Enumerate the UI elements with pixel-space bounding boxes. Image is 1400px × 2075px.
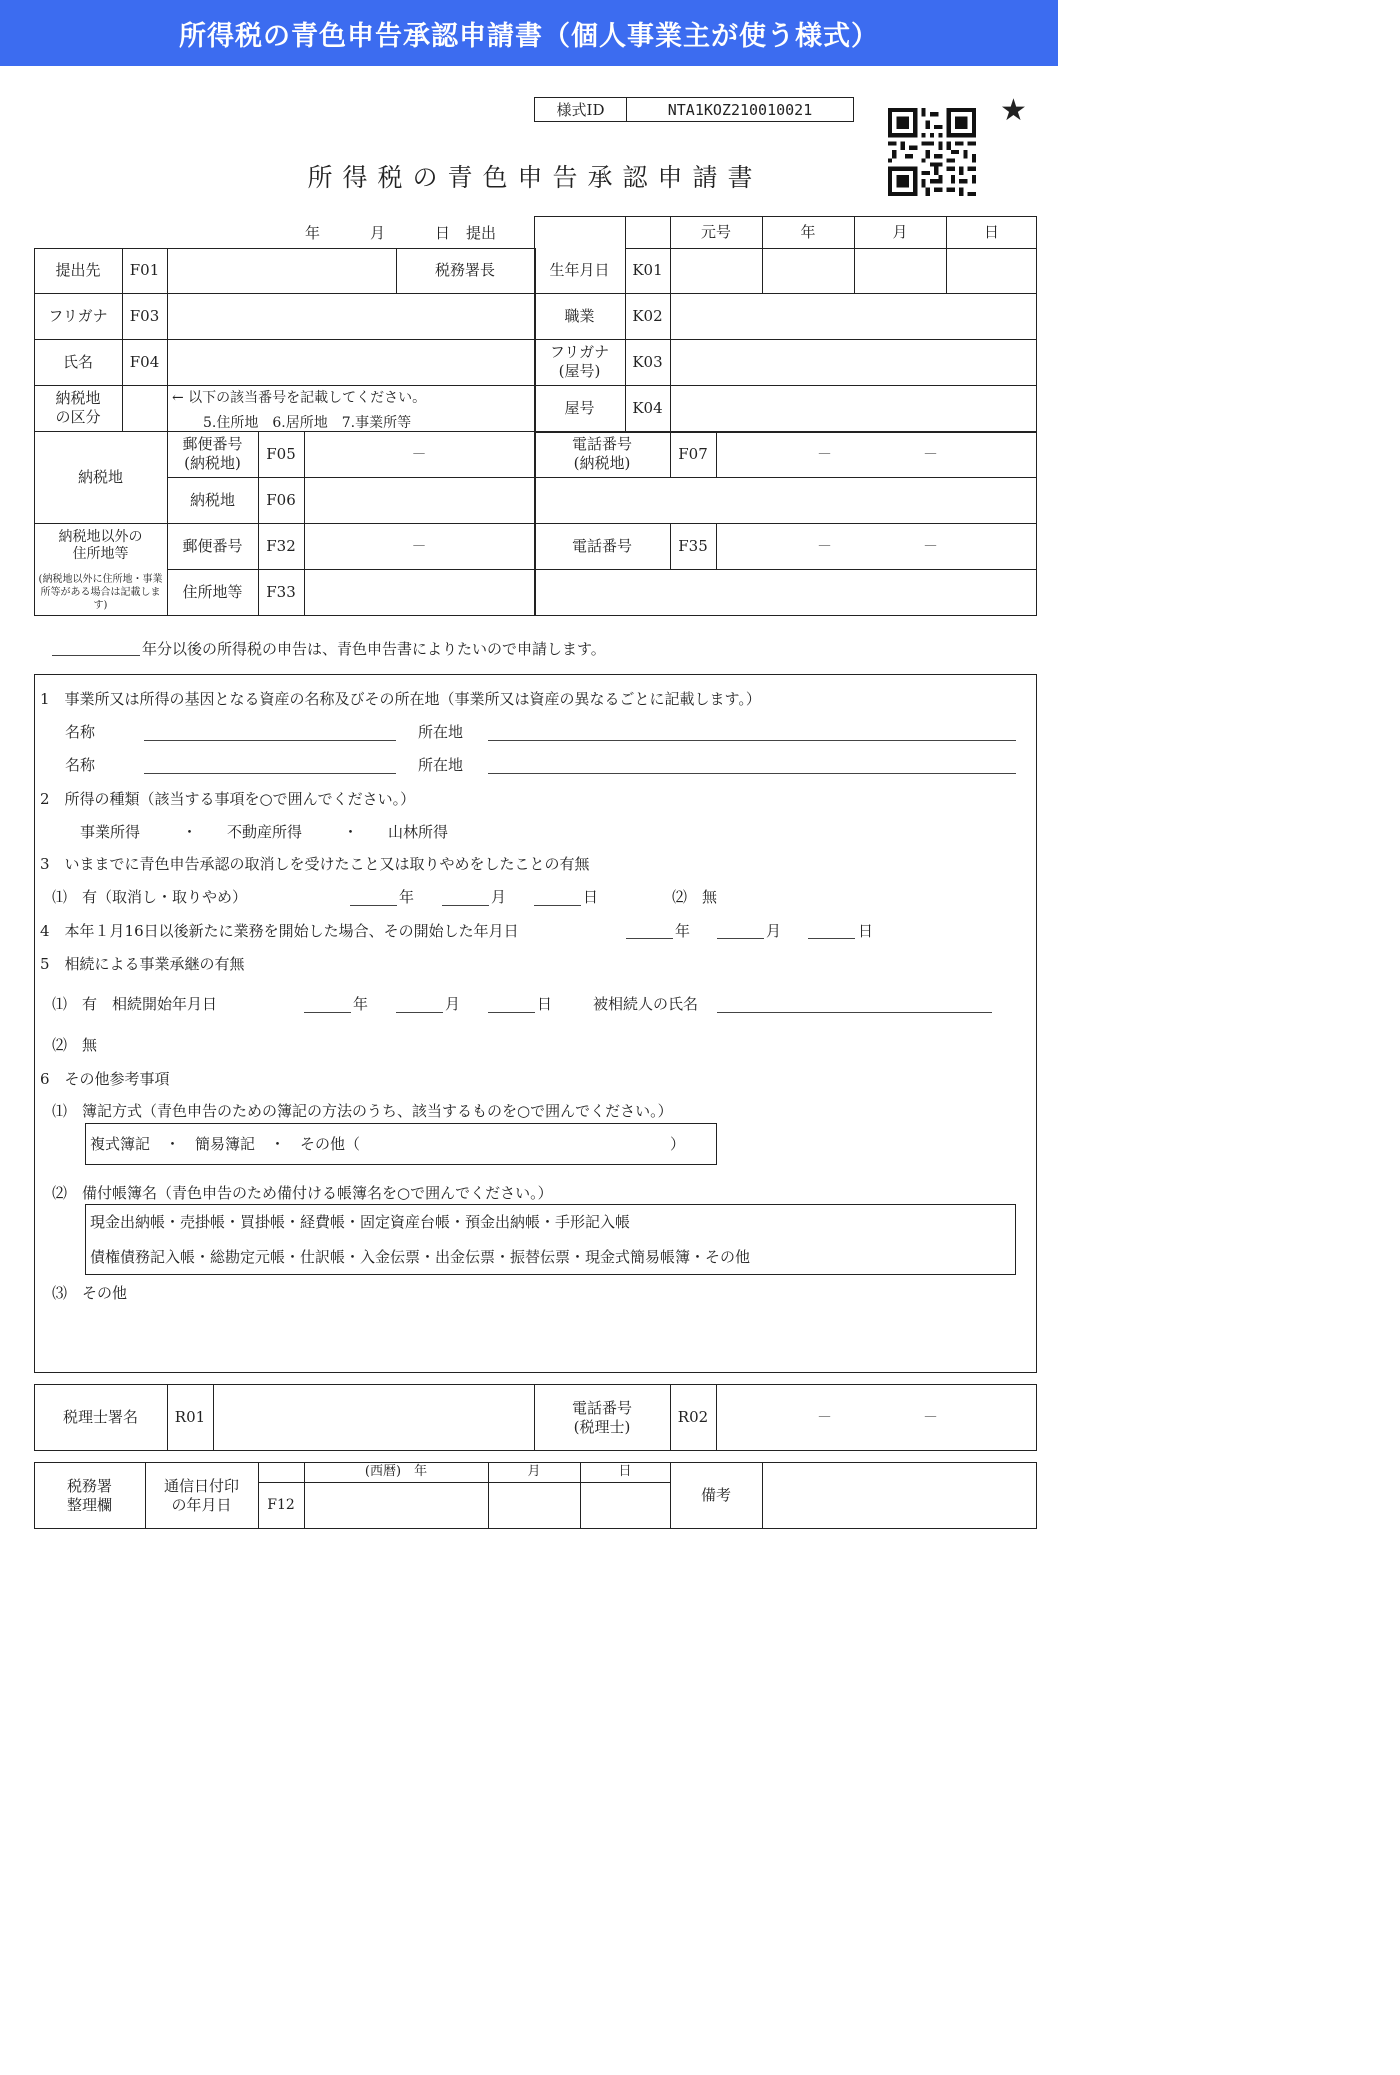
other-tel-label: 電話番号 (571, 536, 632, 555)
field-code-k01: K01 (632, 261, 663, 280)
tax-zip-input[interactable]: － (411, 444, 427, 463)
stamp-month-header: 月 (527, 1463, 541, 1479)
other-zip-input[interactable]: － (411, 536, 427, 555)
section5-heir-label: 被相続人の氏名 (593, 995, 699, 1013)
income-type-forest[interactable]: 山林所得 (388, 823, 449, 841)
tax-office-suffix: 税務署長 (434, 261, 495, 280)
bookkeeping-method-close: ） (670, 1135, 686, 1153)
field-code-f35: F35 (678, 536, 708, 555)
tax-tel-input[interactable] (717, 432, 1036, 476)
section3-day-label: 日 (583, 888, 599, 906)
section6-heading: 6 その他参考事項 (40, 1070, 170, 1088)
tax-accountant-signature-input[interactable] (214, 1385, 533, 1450)
field-code-r01: R01 (174, 1408, 206, 1427)
birthdate-label: 生年月日 (549, 261, 610, 280)
field-code-f07: F07 (678, 444, 708, 463)
birth-year-input[interactable] (763, 249, 853, 292)
field-code-f01: F01 (129, 261, 160, 280)
tax-tel-dash-1: － (817, 444, 833, 463)
furigana-input[interactable] (168, 294, 533, 338)
date-month-label: 月 (370, 224, 386, 242)
bookkeeping-method-box[interactable] (85, 1123, 717, 1165)
section5-year-input[interactable] (304, 1012, 351, 1013)
section5-heading: 5 相続による事業承継の有無 (40, 955, 245, 973)
field-code-f03: F03 (129, 306, 160, 325)
era-day-label: 日 (983, 222, 999, 241)
section1-location-label-1: 所在地 (418, 723, 464, 741)
accountant-tel-dash-2: － (923, 1408, 939, 1427)
field-code-f32: F32 (266, 536, 296, 555)
form-id-label: 様式ID (535, 98, 627, 121)
section6-sub3-heading: ⑶ その他 (52, 1284, 128, 1302)
section3-year-label: 年 (399, 888, 415, 906)
section4-day-input[interactable] (808, 938, 855, 939)
birth-day-input[interactable] (947, 249, 1036, 292)
stamp-month-input[interactable] (489, 1483, 579, 1528)
other-tel-input[interactable] (717, 524, 1036, 568)
field-code-f12: F12 (267, 1496, 295, 1513)
page-banner: 所得税の青色申告承認申請書（個人事業主が使う様式） (0, 0, 1058, 66)
accountant-tel-dash-1: － (817, 1408, 833, 1427)
field-code-r02: R02 (677, 1408, 709, 1427)
section4-month-input[interactable] (717, 938, 764, 939)
date-day-label: 日 (435, 224, 451, 242)
date-year-label: 年 (305, 224, 321, 242)
section2-heading: 2 所得の種類（該当する事項を○で囲んでください。） (40, 790, 416, 808)
occupation-label: 職業 (564, 306, 595, 325)
tax-place-label: 納税地 (77, 467, 123, 486)
stamp-day-header: 日 (618, 1463, 632, 1479)
section3-month-label: 月 (491, 888, 507, 906)
section4-day-label: 日 (858, 922, 874, 940)
tax-address-input[interactable] (305, 478, 1036, 522)
tax-accountant-tel-label: 電話番号 (税理士) (571, 1398, 632, 1436)
section3-year-input[interactable] (350, 905, 397, 906)
name-label: 氏名 (62, 352, 93, 371)
ledger-names-box[interactable] (85, 1204, 1016, 1275)
field-code-k04: K04 (632, 398, 663, 417)
section5-month-label: 月 (445, 995, 461, 1013)
name-input[interactable] (168, 340, 533, 384)
section5-year-label: 年 (353, 995, 369, 1013)
form-title: 所得税の青色申告承認申請書 (307, 163, 763, 192)
section4-heading: 4 本年１月16日以後新たに業務を開始した場合、その開始した年月日 (40, 922, 519, 940)
start-year-line[interactable] (52, 655, 140, 656)
section1-location-input-1[interactable] (488, 740, 1016, 741)
birth-era-input[interactable] (671, 249, 761, 292)
tax-tel-dash-2: － (923, 444, 939, 463)
tax-office-input[interactable] (168, 249, 395, 292)
other-tel-dash-1: － (817, 536, 833, 555)
section5-month-input[interactable] (396, 1012, 443, 1013)
field-code-k03: K03 (632, 352, 663, 371)
section1-name-label-2: 名称 (65, 756, 96, 774)
section5-day-input[interactable] (488, 1012, 535, 1013)
section5-day-label: 日 (537, 995, 553, 1013)
section3-heading: 3 いままでに青色申告承認の取消しを受けたこと又は取りやめをしたことの有無 (40, 855, 590, 873)
stamp-date-label: 通信日付印 の年月日 (163, 1476, 239, 1514)
remarks-label: 備考 (700, 1486, 731, 1505)
section5-option-yes[interactable]: ⑴ 有 相続開始年月日 (52, 995, 218, 1013)
occupation-input[interactable] (671, 294, 1036, 338)
tax-address-label: 納税地 (189, 490, 235, 509)
field-code-f06: F06 (266, 490, 296, 509)
section1-location-input-2[interactable] (488, 773, 1016, 774)
bookkeeping-method-options: 複式簿記 ・ 簡易簿記 ・ その他（ (90, 1135, 361, 1153)
section1-name-label-1: 名称 (65, 723, 96, 741)
ledger-names-line-1: 現金出納帳・売掛帳・買掛帳・経費帳・固定資産台帳・預金出納帳・手形記入帳 (90, 1213, 631, 1231)
stamp-year-input[interactable] (305, 1483, 487, 1528)
income-type-dot-2: ・ (343, 823, 359, 841)
section4-month-label: 月 (766, 922, 782, 940)
tax-place-type-options: 5.住所地 6.居所地 7.事業所等 (203, 415, 412, 431)
section4-year-input[interactable] (626, 938, 673, 939)
submit-to-label: 提出先 (55, 261, 101, 280)
form-id-value: NTA1KOZ210010021 (667, 100, 813, 119)
other-address-input[interactable] (305, 570, 1036, 615)
section6-sub2-heading: ⑵ 備付帳簿名（青色申告のため備付ける帳簿名を○で囲んでください。） (52, 1184, 553, 1202)
section3-option-yes[interactable]: ⑴ 有（取消し・取りやめ） (52, 888, 248, 906)
other-tel-dash-2: － (923, 536, 939, 555)
section1-name-input-1[interactable] (144, 740, 396, 741)
trade-name-label: 屋号 (564, 398, 595, 417)
era-year-label: 年 (800, 222, 816, 241)
application-statement: 年分以後の所得税の申告は、青色申告書によりたいので申請します。 (142, 640, 606, 658)
field-code-f04: F04 (129, 352, 160, 371)
furigana-label: フリガナ (48, 306, 108, 325)
section1-location-label-2: 所在地 (418, 756, 464, 774)
section1-name-input-2[interactable] (144, 773, 396, 774)
income-type-dot-1: ・ (182, 823, 198, 841)
date-submit-label: 提出 (466, 224, 497, 242)
stamp-year-header: (西暦) 年 (364, 1463, 428, 1479)
other-address-note: (納税地以外に住所地・事業所等がある場合は記載します) (38, 573, 163, 611)
ledger-names-line-2: 債権債務記入帳・総勘定元帳・仕訳帳・入金伝票・出金伝票・振替伝票・現金式簡易帳簿・その他 (90, 1248, 751, 1266)
other-zip-label: 郵便番号 (182, 536, 243, 555)
tax-tel-label: 電話番号 (納税地) (571, 435, 632, 472)
tax-office-label: 税務署 整理欄 (66, 1476, 112, 1514)
stamp-day-input[interactable] (581, 1483, 669, 1528)
section5-option-no[interactable]: ⑵ 無 (52, 1036, 98, 1054)
income-type-business[interactable]: 事業所得 (80, 823, 141, 841)
form-id-box (534, 97, 854, 122)
era-label: 元号 (700, 222, 731, 241)
birth-month-input[interactable] (855, 249, 945, 292)
tax-accountant-label: 税理士署名 (62, 1408, 138, 1427)
section3-day-input[interactable] (534, 905, 581, 906)
trade-name-kana-input[interactable] (671, 340, 1036, 384)
star-icon: ★ (1000, 93, 1027, 128)
remarks-input[interactable] (763, 1463, 1036, 1528)
era-month-label: 月 (892, 222, 908, 241)
section3-month-input[interactable] (442, 905, 489, 906)
section3-option-no[interactable]: ⑵ 無 (672, 888, 718, 906)
income-type-real-estate[interactable]: 不動産所得 (227, 823, 303, 841)
section1-heading: 1 事業所又は所得の基因となる資産の名称及びその所在地（事業所又は資産の異なるごとに記載します。） (40, 690, 761, 708)
tax-zip-label: 郵便番号 (納税地) (182, 435, 243, 472)
other-address-field-label: 住所地等 (182, 583, 243, 602)
field-code-f33: F33 (266, 583, 296, 602)
tax-place-type-input[interactable] (123, 386, 166, 430)
section4-year-label: 年 (675, 922, 691, 940)
section5-heir-input[interactable] (717, 1012, 992, 1013)
section6-sub1-heading: ⑴ 簿記方式（青色申告のための簿記の方法のうち、該当するものを○で囲んでください。） (52, 1102, 673, 1120)
trade-name-input[interactable] (671, 386, 1036, 430)
tax-accountant-tel-input[interactable] (717, 1385, 1036, 1450)
field-code-k02: K02 (632, 306, 663, 325)
trade-name-kana-label: フリガナ (屋号) (549, 343, 610, 380)
field-code-f05: F05 (266, 444, 296, 463)
tax-place-type-label: 納税地 の区分 (55, 389, 101, 426)
tax-place-type-note: ← 以下の該当番号を記載してください。 (172, 390, 427, 406)
other-address-label: 納税地以外の 住所地等 (58, 528, 143, 562)
qr-code-icon (888, 108, 976, 196)
